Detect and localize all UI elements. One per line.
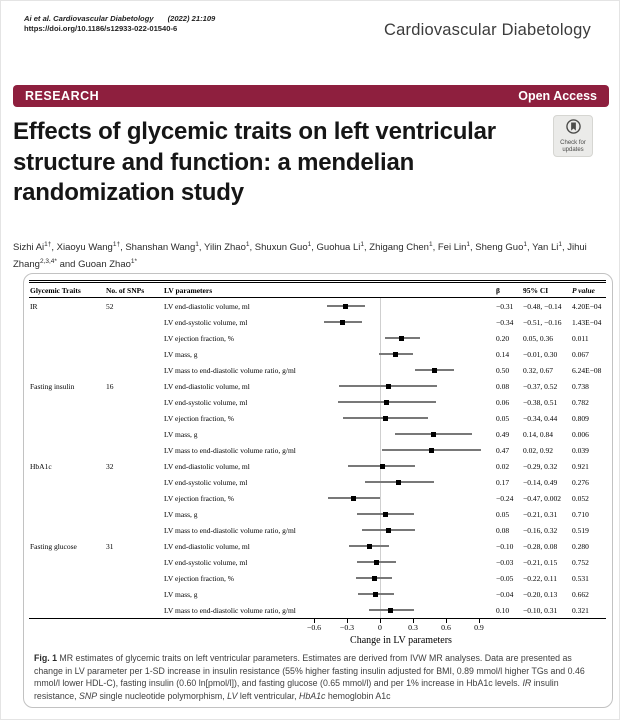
cell-beta: −0.10 <box>496 541 514 551</box>
journal-name: Cardiovascular Diabetology <box>384 21 591 39</box>
header-cell-pvalue: P value <box>572 285 595 295</box>
cell-ci: −0.51, −0.16 <box>523 317 562 327</box>
author-name: Jihui Zhang <box>13 242 587 271</box>
forest-row <box>29 602 606 618</box>
forest-table <box>29 280 606 646</box>
cell-ci: −0.14, 0.49 <box>523 477 558 487</box>
cell-beta: −0.24 <box>496 493 514 503</box>
author-affiliation-sup: 1 <box>360 241 364 248</box>
cell-param: LV ejection fraction, % <box>164 413 234 423</box>
author-name: Shuxun Guo <box>254 242 308 254</box>
forest-plot-cell <box>306 394 496 410</box>
cell-param: LV mass, g <box>164 349 198 359</box>
cell-p: 0.752 <box>572 557 589 567</box>
authors-line: Sizhi $Ai^{1\dagger}$, Xiaoyu Wang$^{1\dagger}$, Shanshan Wang$^1$, Yilin Zhao$^1$, Shuxun Guo$^1$, Guohua Li$^1$, Zhigang Chen$^1$, Fei Lin$^1$, Sheng Guo$^1$, Yan Li$^1$, Jihui Zhang$^{2,3,4*}$ and Guoan Zhao$^{1*}$ <box>13 241 587 271</box>
axis-tick-label: 0.9 <box>474 623 484 632</box>
cell-p: 0.039 <box>572 445 589 455</box>
cell-beta: 0.47 <box>496 445 510 455</box>
forest-row <box>29 442 606 458</box>
cell-p: 0.782 <box>572 397 589 407</box>
beta-marker <box>393 352 398 357</box>
cell-beta: 0.08 <box>496 381 510 391</box>
author-name: Guohua Li <box>316 242 361 254</box>
forest-plot-cell <box>306 490 496 506</box>
forest-row <box>29 346 606 362</box>
cell-p: 0.531 <box>572 573 589 583</box>
banner-research-label: RESEARCH <box>25 89 100 103</box>
check-badge-label: Check for updates <box>560 140 586 153</box>
cell-ci: 0.14, 0.84 <box>523 429 553 439</box>
forest-row <box>29 426 606 442</box>
cell-p: 0.011 <box>572 333 589 343</box>
citation-issue: (2022) 21:109 <box>167 14 216 23</box>
cell-param: LV end-diastolic volume, ml <box>164 541 250 551</box>
cell-p: 6.24E−08 <box>572 365 602 375</box>
cell-param: LV end-diastolic volume, ml <box>164 461 250 471</box>
cell-p: 0.067 <box>572 349 589 359</box>
figure-caption: Fig. 1 MR estimates of glycemic traits on left ventricular parameters. Estimates are derived from IVW MR analyses. Data are presented as change in LV parameter per 1-SD increase in insulin resistance (55% higher fasting insulin adjusted for BMI, 0.89 mmol/l higher TGs and 0.46 mmol/l lower HDL-C), fasting insulin (0.60 ln[pmol/l]), and fasting glucose (0.65 mmol/l) and per 1% increase in HbA1c levels. IR insulin resistance, SNP single nucleotide polymorphism, LV left ventricular, HbA1c hemoglobin A1c <box>34 653 585 701</box>
forest-row <box>29 586 606 602</box>
cell-trait: Fasting glucose <box>30 541 77 551</box>
article-title: Effects of glycemic traits on left ventricular structure and function: a mendelian randomization study <box>13 118 496 206</box>
cell-param: LV mass to end-diastolic volume ratio, g/ml <box>164 525 296 535</box>
cell-beta: −0.34 <box>496 317 514 327</box>
beta-marker <box>396 480 401 485</box>
cell-p: 1.43E−04 <box>572 317 602 327</box>
cell-p: 0.809 <box>572 413 589 423</box>
beta-marker <box>373 592 378 597</box>
cell-ci: 0.05, 0.36 <box>523 333 553 343</box>
axis-tick-label: 0.3 <box>408 623 418 632</box>
forest-plot-cell <box>306 330 496 346</box>
beta-marker <box>386 384 391 389</box>
forest-row <box>29 522 606 538</box>
beta-marker <box>343 304 348 309</box>
cell-param: LV ejection fraction, % <box>164 573 234 583</box>
cell-param: LV mass, g <box>164 509 198 519</box>
cell-ci: −0.20, 0.13 <box>523 589 558 599</box>
cell-beta: 0.17 <box>496 477 510 487</box>
forest-plot-cell <box>306 298 496 314</box>
forest-plot-cell <box>306 410 496 426</box>
cell-ci: −0.21, 0.15 <box>523 557 558 567</box>
forest-plot-cell <box>306 506 496 522</box>
cell-p: 0.280 <box>572 541 589 551</box>
cell-snps: 31 <box>106 541 114 551</box>
cell-beta: 0.14 <box>496 349 510 359</box>
cell-param: LV end-diastolic volume, ml <box>164 301 250 311</box>
forest-row <box>29 314 606 330</box>
cell-ci: −0.01, 0.30 <box>523 349 558 359</box>
author-affiliation-sup: 2,3,4* <box>39 258 57 266</box>
forest-plot-cell <box>306 586 496 602</box>
cell-ci: 0.02, 0.92 <box>523 445 553 455</box>
cell-param: LV end-systolic volume, ml <box>164 317 248 327</box>
forest-row <box>29 474 606 490</box>
cell-param: LV ejection fraction, % <box>164 333 234 343</box>
beta-marker <box>386 528 391 533</box>
research-banner <box>13 85 609 107</box>
cell-trait: HbA1c <box>30 461 52 471</box>
author-affiliation-sup: 1 <box>195 241 199 248</box>
forest-row <box>29 506 606 522</box>
cell-param: LV end-diastolic volume, ml <box>164 381 250 391</box>
cell-ci: −0.10, 0.31 <box>523 605 558 615</box>
author-affiliation-sup: 1 <box>523 241 527 248</box>
cell-ci: −0.34, 0.44 <box>523 413 558 423</box>
cell-beta: 0.50 <box>496 365 510 375</box>
cell-snps: 16 <box>106 381 114 391</box>
author-affiliation-sup: 1* <box>130 258 138 266</box>
cell-p: 0.710 <box>572 509 589 519</box>
doi-link[interactable]: https://doi.org/10.1186/s12933-022-01540-6 <box>24 24 178 33</box>
forest-plot-cell <box>306 554 496 570</box>
author-name: Sheng Guo <box>475 242 524 254</box>
beta-marker <box>367 544 372 549</box>
cell-ci: −0.47, 0.002 <box>523 493 561 503</box>
cell-param: LV mass to end-diastolic volume ratio, g/ml <box>164 445 296 455</box>
forest-plot-cell <box>306 474 496 490</box>
forest-plot-cell <box>306 602 496 618</box>
header-cell-plot-spacer <box>306 283 496 297</box>
citation-line <box>24 14 215 24</box>
cell-p: 0.921 <box>572 461 589 471</box>
cell-beta: 0.08 <box>496 525 510 535</box>
banner-open-access-label: Open Access <box>518 89 597 103</box>
cell-p: 0.321 <box>572 605 589 615</box>
cell-p: 0.662 <box>572 589 589 599</box>
header-cell-ci: 95% CI <box>523 285 549 295</box>
cell-beta: 0.49 <box>496 429 510 439</box>
cell-ci: −0.22, 0.11 <box>523 573 557 583</box>
beta-marker <box>431 432 436 437</box>
cell-beta: 0.05 <box>496 509 510 519</box>
author-name: Sizhi Ai <box>13 242 45 254</box>
beta-marker <box>351 496 356 501</box>
forest-plot-cell <box>306 346 496 362</box>
header-cell-beta: β <box>496 285 500 295</box>
cell-p: 0.738 <box>572 381 589 391</box>
cell-p: 0.052 <box>572 493 589 503</box>
beta-marker <box>399 336 404 341</box>
cell-trait: IR <box>30 301 38 311</box>
cell-ci: −0.37, 0.52 <box>523 381 558 391</box>
axis-tick-label: −0.3 <box>339 623 355 632</box>
author-affiliation-sup: 1 <box>428 241 433 248</box>
cell-ci: −0.16, 0.32 <box>523 525 558 535</box>
x-axis-label: Change in LV parameters <box>350 635 452 646</box>
cell-beta: 0.20 <box>496 333 510 343</box>
cell-p: 0.519 <box>572 525 589 535</box>
author-name: Zhigang Chen <box>369 242 429 254</box>
header-cell-trait: Glycemic Traits <box>30 285 81 295</box>
forest-row <box>29 490 606 506</box>
cell-beta: −0.04 <box>496 589 514 599</box>
forest-row <box>29 458 606 474</box>
forest-plot-cell <box>306 522 496 538</box>
forest-row <box>29 330 606 346</box>
beta-marker <box>372 576 377 581</box>
author-affiliation-sup: 1 <box>558 241 562 248</box>
beta-marker <box>429 448 434 453</box>
author-affiliation-sup: 1† <box>112 241 121 248</box>
citation-reference: Ai et al. Cardiovascular Diabetology <box>24 14 154 23</box>
beta-marker <box>383 512 388 517</box>
cell-p: 0.276 <box>572 477 589 487</box>
forest-row <box>29 394 606 410</box>
forest-row <box>29 378 606 394</box>
bookmark-circle-icon <box>566 119 581 139</box>
beta-marker <box>432 368 437 373</box>
author-name: Xiaoyu Wang <box>56 242 113 254</box>
cell-param: LV mass, g <box>164 589 198 599</box>
cell-ci: −0.29, 0.32 <box>523 461 558 471</box>
table-header-row <box>29 283 606 298</box>
beta-marker <box>380 464 385 469</box>
forest-row <box>29 298 606 314</box>
axis-tick-label: −0.6 <box>306 623 322 632</box>
header-cell-snps: No. of SNPs <box>106 285 145 295</box>
forest-plot-cell <box>306 362 496 378</box>
axis-tick-label: 0 <box>378 623 382 632</box>
cell-beta: 0.05 <box>496 413 510 423</box>
author-affiliation-sup: 1 <box>466 241 471 248</box>
cell-snps: 52 <box>106 301 114 311</box>
figure-box <box>23 273 613 708</box>
forest-row <box>29 570 606 586</box>
cell-beta: 0.02 <box>496 461 510 471</box>
forest-rows <box>29 298 606 619</box>
cell-snps: 32 <box>106 461 114 471</box>
cell-param: LV mass to end-diastolic volume ratio, g/ml <box>164 365 296 375</box>
forest-plot-cell <box>306 426 496 442</box>
beta-marker <box>340 320 345 325</box>
cell-param: LV mass to end-diastolic volume ratio, g/ml <box>164 605 296 615</box>
cell-param: LV mass, g <box>164 429 198 439</box>
author-name: Shanshan Wang <box>125 242 196 254</box>
forest-row <box>29 362 606 378</box>
cell-beta: 0.06 <box>496 397 510 407</box>
forest-row <box>29 554 606 570</box>
author-name: Yilin Zhao <box>203 242 246 254</box>
cell-beta: 0.10 <box>496 605 510 615</box>
cell-beta: −0.03 <box>496 557 514 567</box>
header-cell-param: LV parameters <box>164 285 213 295</box>
axis-tick-label: 0.6 <box>441 623 451 632</box>
cell-param: LV end-systolic volume, ml <box>164 557 248 567</box>
cell-ci: −0.21, 0.31 <box>523 509 558 519</box>
cell-ci: −0.28, 0.08 <box>523 541 558 551</box>
forest-plot-cell <box>306 314 496 330</box>
cell-p: 4.20E−04 <box>572 301 602 311</box>
forest-plot-cell <box>306 570 496 586</box>
author-name: Yan Li <box>532 242 559 254</box>
cell-beta: −0.05 <box>496 573 514 583</box>
forest-row <box>29 410 606 426</box>
cell-beta: −0.31 <box>496 301 514 311</box>
forest-row <box>29 538 606 554</box>
cell-param: LV end-systolic volume, ml <box>164 477 248 487</box>
cell-ci: −0.38, 0.51 <box>523 397 558 407</box>
cell-param: LV end-systolic volume, ml <box>164 397 248 407</box>
beta-marker <box>384 400 389 405</box>
forest-plot-cell <box>306 458 496 474</box>
forest-plot-cell <box>306 442 496 458</box>
forest-plot-cell <box>306 538 496 554</box>
author-name: Guoan Zhao <box>78 259 131 271</box>
author-name: Fei Lin <box>437 242 467 254</box>
beta-marker <box>383 416 388 421</box>
author-affiliation-sup: 1 <box>245 241 250 248</box>
cell-ci: −0.48, −0.14 <box>523 301 562 311</box>
cell-p: 0.006 <box>572 429 589 439</box>
x-axis <box>29 619 606 634</box>
forest-plot-cell <box>306 378 496 394</box>
author-affiliation-sup: 1 <box>307 241 312 248</box>
beta-marker <box>374 560 379 565</box>
citation <box>24 14 215 34</box>
cell-param: LV ejection fraction, % <box>164 493 234 503</box>
check-updates-badge[interactable] <box>553 115 593 157</box>
beta-marker <box>388 608 393 613</box>
cell-trait: Fasting insulin <box>30 381 75 391</box>
author-affiliation-sup: 1† <box>44 241 52 248</box>
cell-ci: 0.32, 0.67 <box>523 365 553 375</box>
